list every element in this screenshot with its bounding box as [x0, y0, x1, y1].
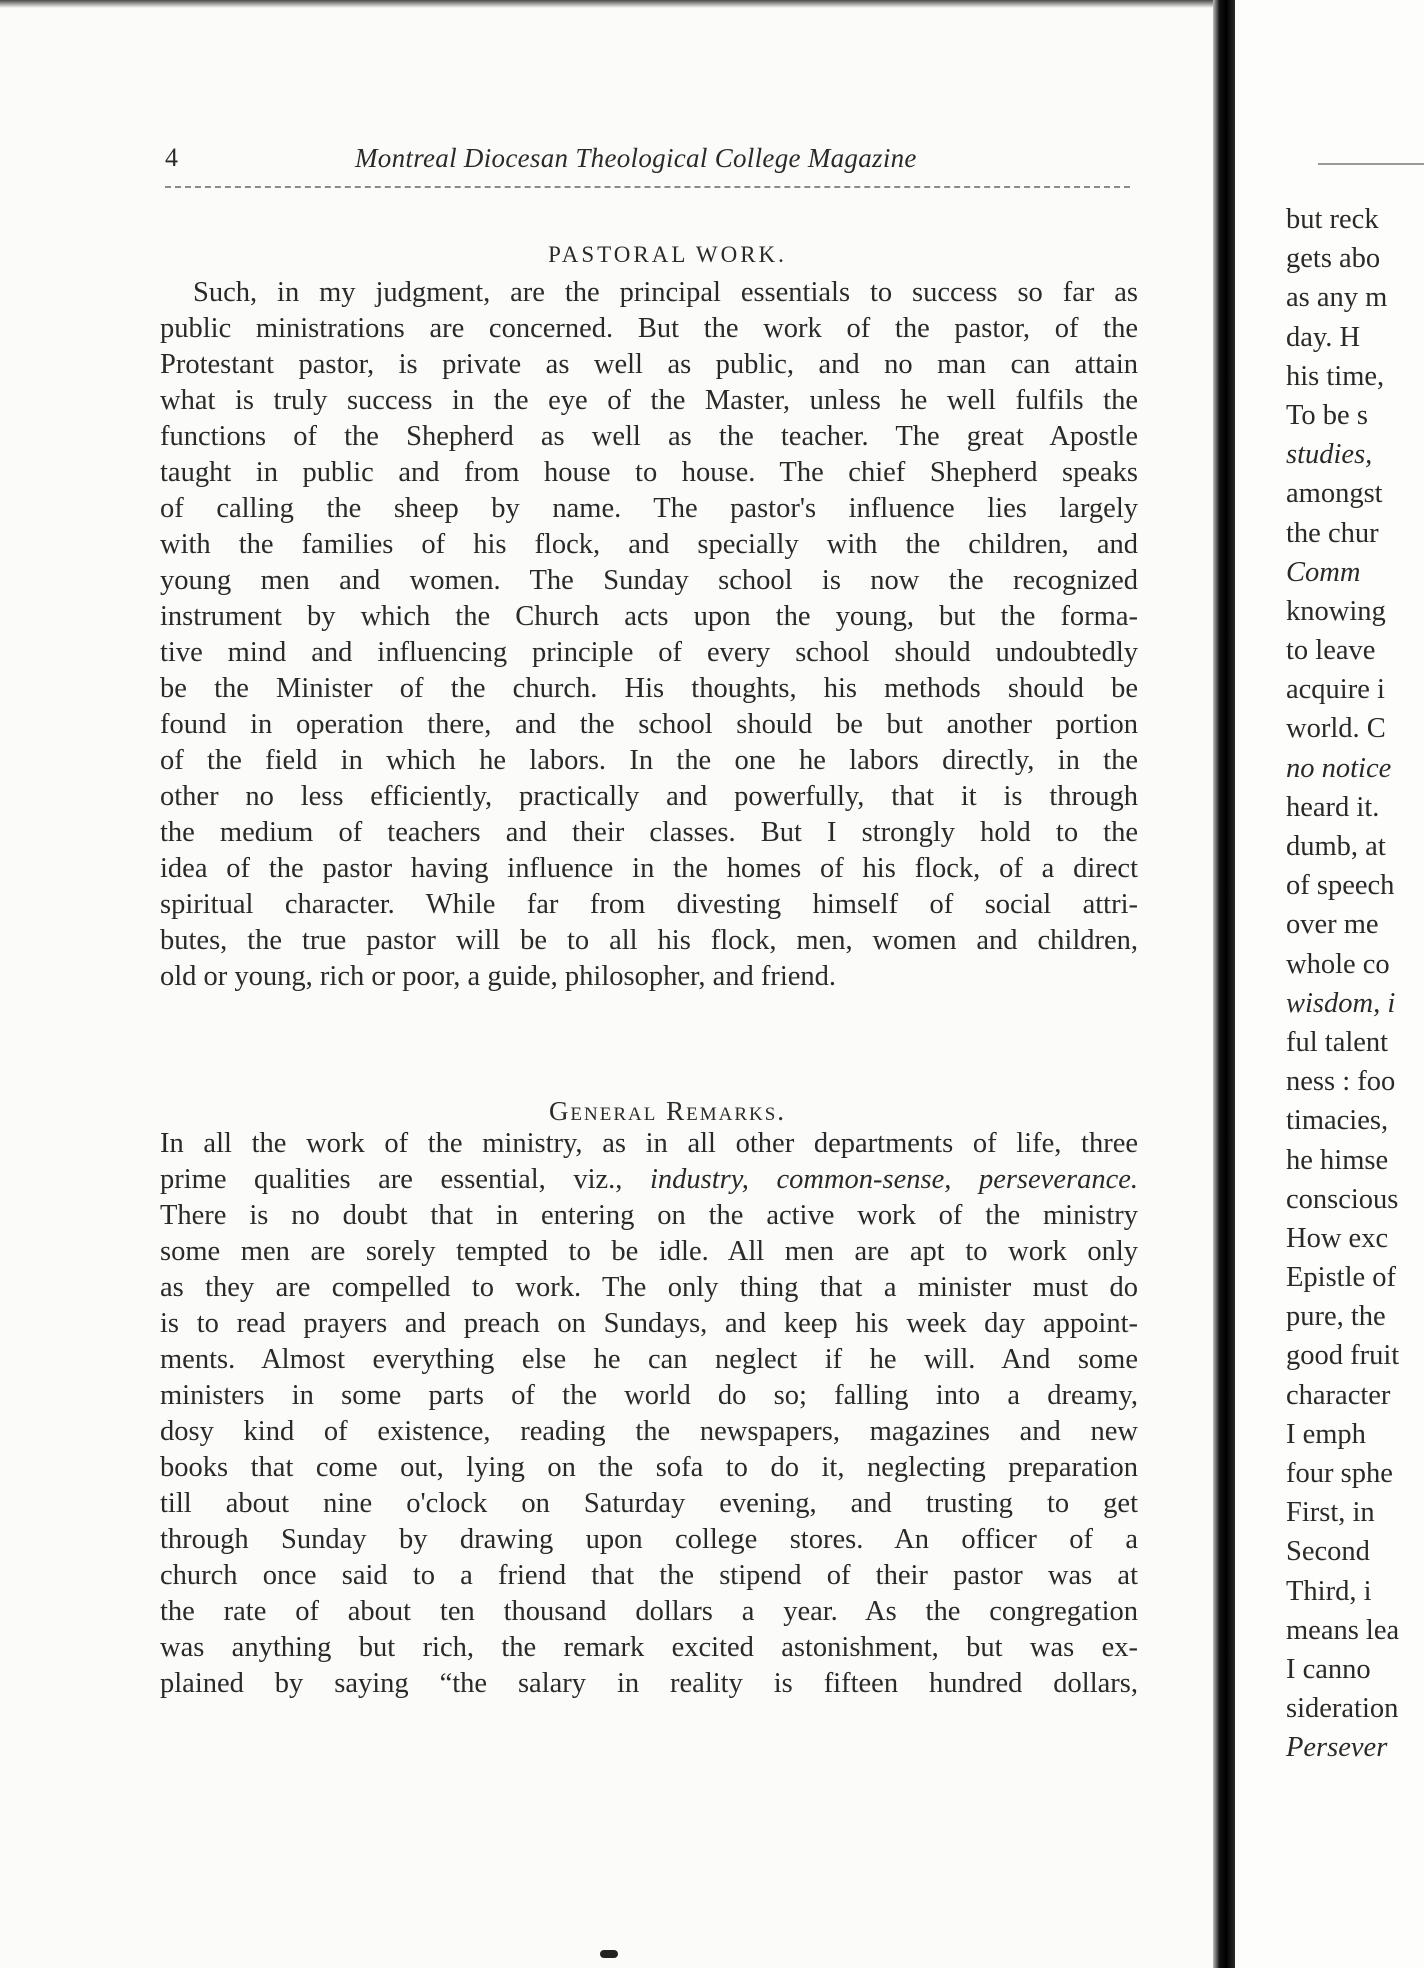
facing-text-line: his time,	[1286, 360, 1385, 392]
text-line: was anything but rich, the remark excited astonishment, but was ex-	[160, 1632, 1138, 1663]
text-line: functions of the Shepherd as well as the teacher. The great Apostle	[160, 421, 1138, 452]
text-line: old or young, rich or poor, a guide, philosopher, and friend.	[160, 961, 837, 992]
facing-text-line: I canno	[1286, 1653, 1371, 1685]
page-header	[165, 143, 1125, 183]
facing-text-line: dumb, at	[1286, 831, 1386, 862]
text-line: found in operation there, and the school should be but another portion	[160, 709, 1138, 740]
italic-text-run: industry, common-sense, perseverance.	[649, 1164, 1138, 1195]
facing-text-line: ful talent	[1286, 1026, 1389, 1058]
section-heading-general-remarks: General Remarks.	[548, 1096, 787, 1126]
text-line: what is truly success in the eye of the Master, unless he well fulfils the	[160, 385, 1138, 416]
facing-text-line: How exc	[1286, 1222, 1389, 1254]
facing-text-line: gets abo	[1286, 243, 1381, 275]
facing-text-line: the chur	[1286, 517, 1379, 549]
page-number: 4	[165, 143, 178, 172]
paragraph-pastoral-work	[160, 275, 1138, 995]
text-line: other no less efficiently, practically and powerfully, that it is through	[160, 781, 1138, 812]
text-line: the medium of teachers and their classes. But I strongly hold to the	[160, 817, 1138, 848]
facing-text-line: day. H	[1286, 321, 1361, 353]
header-rule	[165, 186, 1130, 188]
facing-text-line: heard it.	[1286, 791, 1380, 823]
facing-text-line: as any m	[1286, 282, 1388, 314]
facing-text-line: To be s	[1286, 399, 1368, 431]
facing-text-line: he himse	[1286, 1144, 1389, 1176]
facing-text-line: sideration	[1286, 1693, 1399, 1725]
facing-text-line: means lea	[1286, 1614, 1400, 1646]
book-gutter	[1213, 0, 1235, 1968]
text-line: church once said to a friend that the stipend of their pastor was at	[160, 1560, 1138, 1591]
text-line: butes, the true pastor will be to all his flock, men, women and children,	[160, 925, 1138, 956]
text-line: be the Minister of the church. His thoughts, his methods should be	[160, 673, 1138, 704]
facing-text-line: of speech	[1286, 870, 1395, 902]
facing-text-line: to leave	[1286, 635, 1376, 667]
facing-text-line: Third, i	[1286, 1575, 1372, 1607]
text-line: Protestant pastor, is private as well as public, and no man can attain	[160, 349, 1138, 380]
text-line: books that come out, lying on the sofa to do it, neglecting preparation	[160, 1452, 1138, 1483]
text-line: spiritual character. While far from divesting himself of social attri-	[160, 889, 1138, 920]
facing-text-line: amongst	[1286, 478, 1383, 510]
facing-text-line: timacies,	[1286, 1105, 1389, 1137]
text-line: is to read prayers and preach on Sundays, and keep his week day appoint-	[160, 1308, 1138, 1339]
text-line: ministers in some parts of the world do so; falling into a dreamy,	[160, 1380, 1138, 1411]
text-line: plained by saying “the salary in reality is fifteen hundred dollars,	[160, 1668, 1138, 1699]
facing-text-line: studies,	[1286, 439, 1373, 471]
ink-smudge	[600, 1950, 618, 1958]
facing-text-line: conscious	[1286, 1183, 1399, 1215]
facing-text-line: First, in	[1286, 1497, 1375, 1529]
facing-text-line: good fruit	[1286, 1340, 1400, 1372]
text-line: instrument by which the Church acts upon the young, but the forma-	[160, 601, 1138, 632]
facing-text-line: no notice	[1286, 752, 1392, 784]
text-line: till about nine o'clock on Saturday evening, and trusting to get	[160, 1488, 1138, 1519]
facing-text-line: Epistle of	[1286, 1262, 1397, 1294]
facing-header-rule	[1318, 163, 1424, 165]
text-line: of calling the sheep by name. The pastor's influence lies largely	[160, 493, 1138, 524]
text-line: idea of the pastor having influence in the homes of his flock, of a direct	[160, 853, 1138, 884]
text-line: young men and women. The Sunday school is now the recognized	[160, 565, 1138, 596]
text-line: tive mind and influencing principle of every school should undoubtedly	[160, 637, 1138, 668]
facing-text-line: Persever	[1286, 1732, 1388, 1764]
facing-text-line: but reck	[1286, 204, 1379, 235]
scan-top-edge	[0, 0, 1424, 8]
facing-text-line: over me	[1286, 909, 1379, 941]
section-heading-pastoral-work: PASTORAL WORK.	[548, 242, 787, 267]
text-line	[160, 1162, 1138, 1198]
facing-text-line: whole co	[1286, 948, 1390, 980]
facing-page-column	[1286, 200, 1424, 1768]
facing-text-line: ness : foo	[1286, 1066, 1396, 1098]
facing-text-line: Comm	[1286, 556, 1361, 588]
text-line: public ministrations are concerned. But the work of the pastor, of the	[160, 313, 1138, 344]
text-line: dosy kind of existence, reading the newspapers, magazines and new	[160, 1416, 1138, 1447]
text-line: as they are compelled to work. The only thing that a minister must do	[160, 1272, 1138, 1303]
facing-text-line: world. C	[1286, 713, 1386, 745]
text-line: some men are sorely tempted to be idle. All men are apt to work only	[160, 1236, 1138, 1267]
facing-text-line: I emph	[1286, 1418, 1366, 1450]
text-line: There is no doubt that in entering on the active work of the ministry	[160, 1200, 1138, 1231]
text-line: the rate of about ten thousand dollars a year. As the congregation	[160, 1596, 1138, 1627]
text-run: prime qualities are essential, viz.,	[160, 1164, 623, 1195]
facing-text-line: pure, the	[1286, 1301, 1386, 1333]
facing-text-line: Second	[1286, 1536, 1370, 1568]
text-line: taught in public and from house to house. The chief Shepherd speaks	[160, 457, 1138, 488]
text-line: with the families of his flock, and specially with the children, and	[160, 529, 1138, 560]
text-line: through Sunday by drawing upon college stores. An officer of a	[160, 1524, 1138, 1555]
facing-text-line: four sphe	[1286, 1458, 1393, 1489]
text-line: of the field in which he labors. In the one he labors directly, in the	[160, 745, 1138, 776]
text-line: In all the work of the ministry, as in all other departments of life, three	[160, 1128, 1138, 1159]
facing-text-line: character	[1286, 1379, 1391, 1411]
text-line: ments. Almost everything else he can neglect if he will. And some	[160, 1344, 1138, 1375]
facing-text-line: knowing	[1286, 595, 1386, 627]
facing-text-line: wisdom, i	[1286, 987, 1396, 1019]
running-title: Montreal Diocesan Theological College Magazine	[355, 143, 917, 173]
facing-text-line: acquire i	[1286, 674, 1385, 706]
text-line: Such, in my judgment, are the principal essentials to success so far as	[193, 277, 1138, 308]
paragraph-general-remarks	[160, 1126, 1138, 1702]
